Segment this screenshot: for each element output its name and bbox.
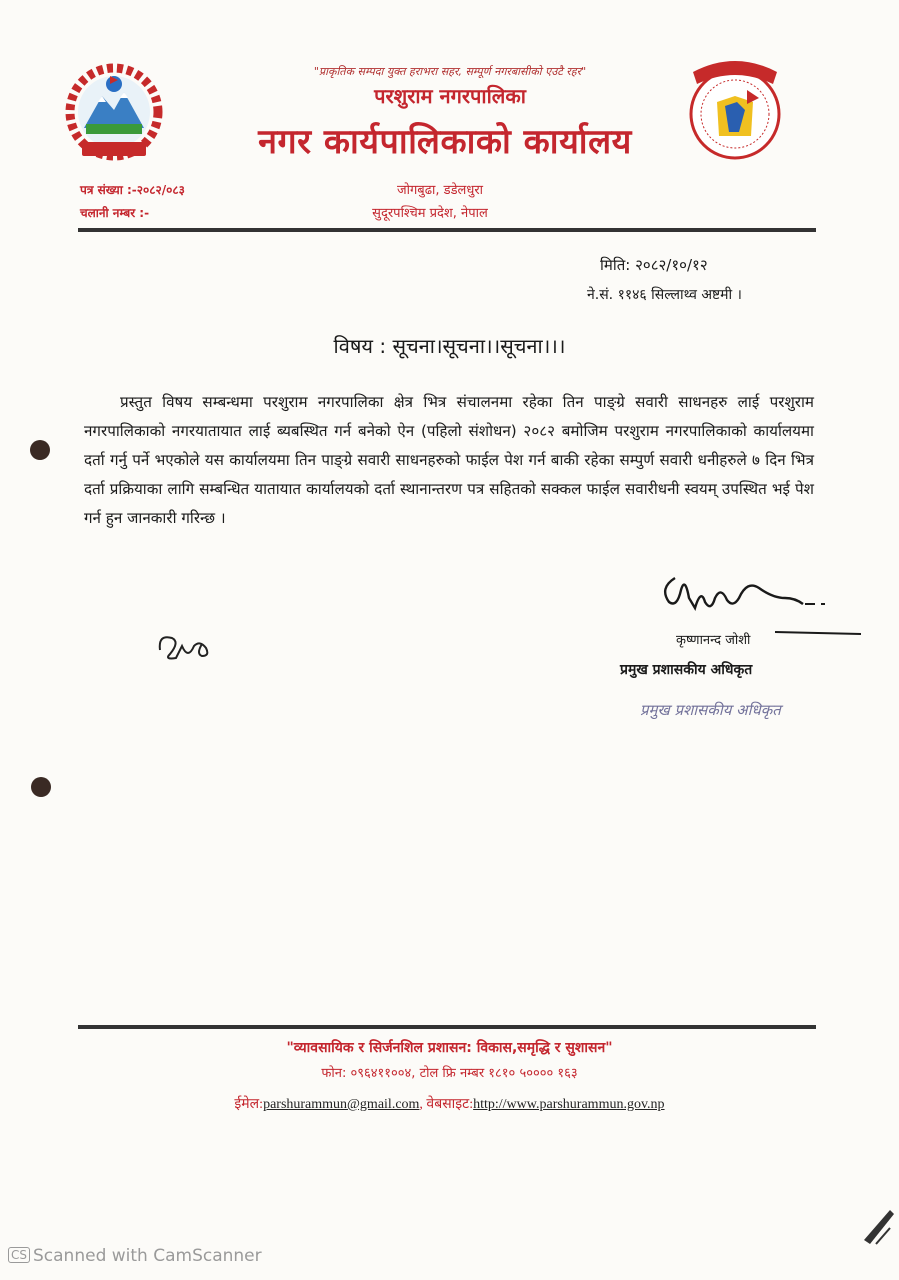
address-line-2: सुदूरपश्चिम प्रदेश, नेपाल — [372, 206, 488, 221]
designation-stamp: प्रमुख प्रशासकीय अधिकृत — [640, 701, 781, 719]
office-name: नगर कार्यपालिकाको कार्यालय — [258, 122, 632, 162]
footer-contact — [0, 1094, 899, 1113]
municipality-name: परशुराम नगरपालिका — [374, 84, 526, 108]
scanner-watermark — [8, 1246, 262, 1266]
nepal-samvat-date: ने.सं. ११४६ सिल्लाथ्व अष्टमी । — [587, 287, 742, 303]
address-line-1: जोगबुढा, डडेलधुरा — [396, 183, 484, 198]
punch-hole — [30, 440, 50, 460]
signer-name: कृष्णानन्द जोशी — [676, 633, 751, 648]
letter-date: मिति: २०८२/१०/१२ — [600, 256, 708, 274]
letter-body-text: प्रस्तुत विषय सम्बन्धमा परशुराम नगरपालिका क्षेत्र भित्र संचालनमा रहेका तिन पाङ्ग्रे सवारी साधनहरु लाई परशुराम नगरपालिकाको नगरयातायात लाई ब्यबस्थित गर्न बनेको ऐन (पहिलो संशोधन) २०८२ बमोजिम परशुराम नगरपालिकाको कार्यालयमा दर्ता गर्नु पर्ने भएकोले यस कार्यालयमा तिन पाङ्ग्रे सवारी साधनहरुको फाईल पेश गर्न बाकी रहेका सम्पुर्ण सवारी धनीहरुले ७ दिन भित्र दर्ता प्रक्रियाका लागि सम्बन्धित यातायात कार्यालयको दर्ता स्थानान्तरण पत्र सहितको सक्कल फाईल सवारीधनी स्वयम् उपस्थित भई पेश गर्न हुन जानकारी गरिन्छ । — [84, 393, 815, 527]
header-divider — [78, 228, 816, 232]
dispatch-number: चलानी नम्बर :- — [80, 206, 150, 220]
municipality-logo-icon — [685, 52, 785, 167]
reference-number: पत्र संख्या :-२०८२/०८३ — [80, 183, 185, 197]
letter-body — [84, 388, 814, 533]
nepal-emblem-icon — [58, 62, 170, 164]
scanner-text: Scanned with CamScanner — [33, 1246, 262, 1266]
footer-motto: "व्यावसायिक र सिर्जनशिल प्रशासन: विकास,समृद्धि र सुशासन" — [286, 1040, 613, 1056]
letter-subject: विषय : सूचना।सूचना।।सूचना।।। — [333, 334, 566, 358]
handwritten-initials-icon — [150, 620, 230, 675]
email-label: ईमेल: — [234, 1097, 264, 1112]
footer-phone: फोन: ०९६४११००४, टोल फ्रि नम्बर १८१० ५०००० १६३ — [321, 1066, 578, 1081]
signer-title: प्रमुख प्रशासकीय अधिकृत — [620, 662, 753, 678]
camscanner-logo-icon: CS — [8, 1247, 30, 1263]
header-motto: "प्राकृतिक सम्पदा युक्त हराभरा सहर, सम्पूर्ण नगरबासीको एउटै रहर" — [313, 65, 587, 78]
website-link[interactable]: http://www.parshurammun.gov.np — [473, 1097, 665, 1112]
punch-hole — [31, 777, 51, 797]
email-link[interactable]: parshurammun@gmail.com — [263, 1097, 420, 1112]
footer-divider — [78, 1025, 816, 1029]
page-corner-mark-icon — [850, 1200, 899, 1260]
website-label: , वेबसाइट: — [419, 1097, 474, 1112]
